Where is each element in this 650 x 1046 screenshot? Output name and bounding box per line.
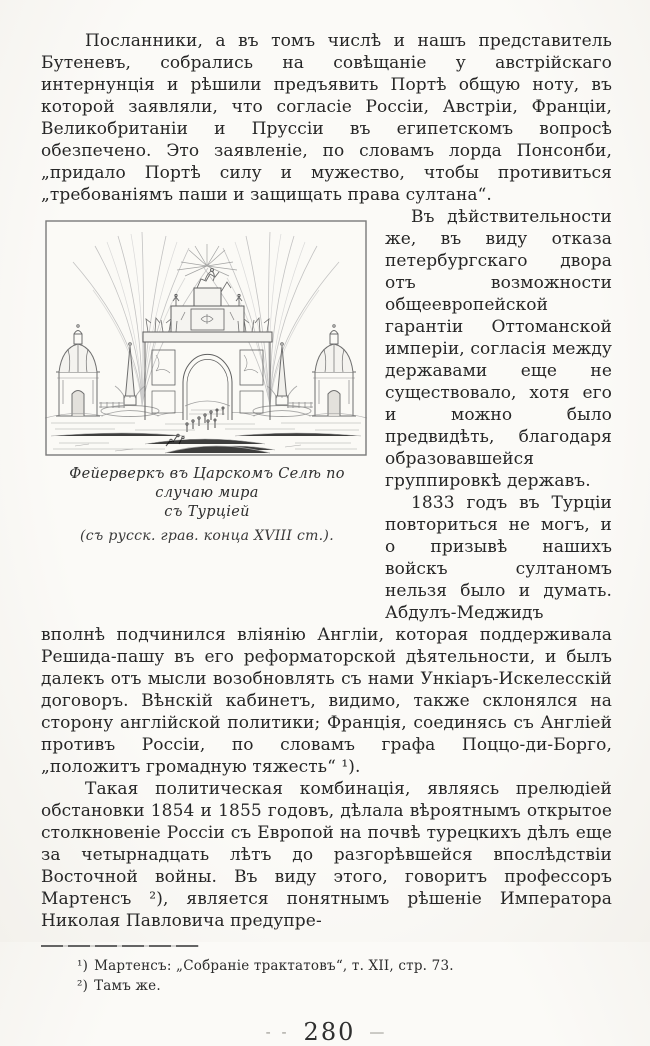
page-number: 280 bbox=[303, 1018, 356, 1046]
footnote-1 bbox=[41, 956, 612, 976]
footnote-2 bbox=[41, 976, 612, 996]
fireworks-engraving bbox=[45, 220, 367, 456]
footnote-1-text: Мартенсъ: „Собраніе трактатовъ“, т. XII, стр. 73. bbox=[94, 958, 454, 974]
footer-dashes-left: - - bbox=[265, 1023, 290, 1041]
text-column bbox=[385, 206, 612, 624]
caption-line-2: съ Турціей bbox=[164, 504, 250, 520]
caption-line-1: Фейерверкъ въ Царскомъ Селѣ по случаю мира bbox=[69, 466, 345, 501]
footnote-2-marker: ²) bbox=[77, 978, 89, 994]
page-footer bbox=[41, 1018, 612, 1046]
figure-text-row bbox=[41, 206, 612, 624]
paragraph-1833-continuation: вполнѣ подчинился вліянію Англіи, которая поддерживала Решида-пашу въ его реформаторской дѣятельности, и былъ далекъ отъ мысли возобновлять съ нами Ункіаръ-Искелесскій договоръ. Вѣнскій кабинетъ, видимо, также склонялся на сторону англійской политики; Франція, соединясь съ Англіей противъ Россіи, по словамъ графа Поццо-ди-Борго, „положитъ громадную тяжесть“ ¹). bbox=[41, 625, 612, 777]
paragraph-reality: Въ дѣйствительности же, въ виду отказа петербургскаго двора отъ возможности общеевропейской гарантіи Оттоманской имперіи, согласія между державами еще не существовало, хотя его и можно было предвидѣть, благодаря образовавшейся группировкѣ державъ. bbox=[385, 207, 612, 491]
footnote-1-marker: ¹) bbox=[77, 958, 89, 974]
footer-dash-right: — bbox=[369, 1023, 388, 1041]
paragraph-combination: Такая политическая комбинація, являясь прелюдіей обстановки 1854 и 1855 годовъ, дѣлала вѣроятнымъ открытое столкновеніе Россіи съ Европой на почвѣ турецкихъ дѣлъ еще за четырнадцать лѣтъ до разгорѣвшейся впослѣдствіи Восточной войны. Въ виду этого, говоритъ профессоръ Мартенсъ ²), является понятнымъ рѣшеніе Императора Николая Павловича предупре- bbox=[41, 779, 612, 931]
figure bbox=[45, 220, 369, 546]
footnote-separator bbox=[41, 945, 199, 947]
figure-caption bbox=[45, 465, 369, 546]
caption-source: (съ русск. грав. конца XVIII ст.). bbox=[80, 528, 334, 544]
footnote-2-text: Тамъ же. bbox=[94, 978, 161, 994]
footnotes bbox=[41, 956, 612, 996]
figure-column bbox=[41, 206, 385, 546]
paragraph-intro: Посланники, а въ томъ числѣ и нашъ представитель Бутеневъ, собрались на совѣщаніе у австрійскаго интернунція и рѣшили предъявить Портѣ общую ноту, въ которой заявляли, что согласіе Россіи, Австріи, Франціи, Великобританіи и Пруссіи въ египетскомъ вопросѣ обезпечено. Это заявленіе, по словамъ лорда Понсонби, „придало Портѣ силу и мужество, чтобы противиться „требованіямъ паши и защищать права султана“. bbox=[41, 31, 612, 205]
paragraph-1833: 1833 годъ въ Турціи повториться не могъ, и о призывѣ нашихъ войскъ султаномъ нельзя было и думать. Абдулъ-Меджидъ bbox=[385, 493, 612, 623]
